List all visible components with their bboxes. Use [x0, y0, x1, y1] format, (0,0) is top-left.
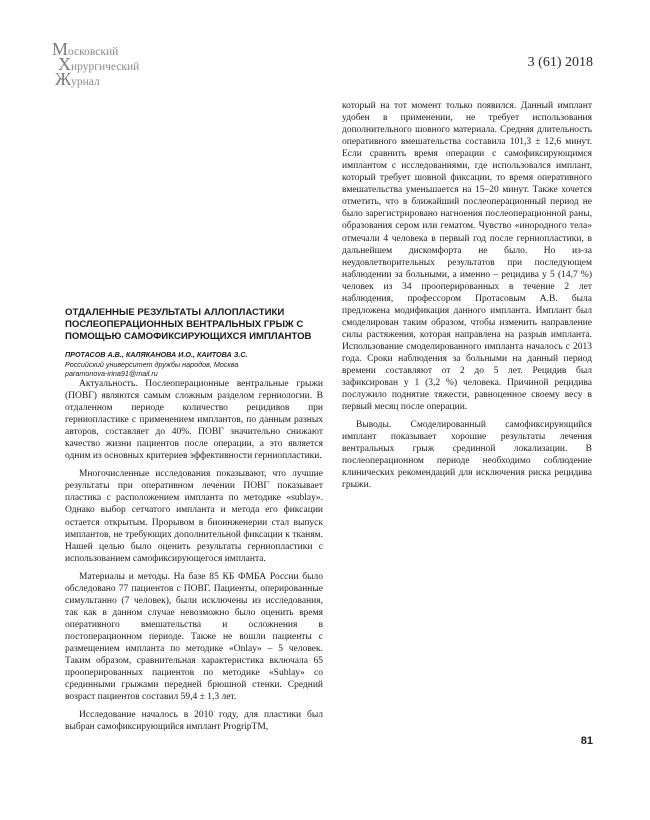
journal-logo-line-2: Хирургический: [58, 54, 140, 74]
paragraph-results: который на тот момент только появился. Данный имплант удобен в применении, не требует использования дополнительного шовного материала. Средняя длительность оперативного вмешательства составила 101,3 ± 12,6 минут. Если сравнить время операции с самофиксирующимся имплантом с исследованиями, где использовался имплант, который требует шовной фиксации, то время оперативного вмешательства уменьшается на 15–20 минут. Также хочется отметить, что в ближайший послеоперационный период не было зарегистрировано нагноения послеоперационной раны, образования сером или гематом. Чувство «инородного тела» отмечали 4 человека в первый год после герниопластики, в дальнейшем дискомфорта не было. Но из-за неудовлетворительных результатов при последующем наблюдении за больными, а именно – рецидива у 5 (14,7 %) человек из 34 прооперированных в течение 2 лет наблюдения, профессором Протасовым А.В. была предложена модификация данного импланта. Имплант был смоделирован таким образом, чтобы изменить направление силы растяжения, которая направлена на разрыв импланта. Использование смоделированного импланта началось с 2013 года. Сроки наблюдения за больными на данный период времени составляют от 2 до 5 лет. Рецидив был зафиксирован у 1 (3,2 %) человека. Причиной рецидива послужило поднятие тяжести, равноценное своему весу в первый месяц после операции.: [342, 101, 592, 413]
article-header: [65, 307, 323, 379]
right-column: [342, 100, 592, 492]
journal-logo-line-1: Московский: [52, 39, 119, 59]
issue-number: 3 (61) 2018: [527, 55, 593, 70]
journal-logo-line-3: Журнал: [55, 69, 100, 89]
paragraph-conclusions: Выводы. Смоделированный самофиксирующийся имплант показывает хорошие результаты лечения вентральных грыж срединной локализации. В послеоперационном периоде необходимо соблюдение клинических рекомендаций для исключения риска рецидива грыжи.: [342, 420, 592, 491]
article-authors: ПРОТАСОВ А.В., КАЛЯКАНОВА И.О., КАИТОВА З.С.: [65, 350, 248, 360]
left-column: [65, 378, 323, 733]
paragraph-methods: Материалы и методы. На базе 85 КБ ФМБА России было обследовано 77 пациентов с ПОВГ. Пациенты, оперированные симультанно (7 человек), были исключены из исследования, так как в данном случае невозможно было оценить время оперативного вмешательства и осложнения в постоперационном периоде. Также не вошли пациенты с размещением импланта по методике «Onlay» – 5 человек. Таким образом, сравнительная характеристика включала 65 прооперированных пациентов по методике «Sublay» со срединными грыжами передней брюшной стенки. Средний возраст пациентов составил 59,4 ± 1,3 лет.: [65, 571, 323, 703]
paragraph-relevance: Актуальность. Послеоперационные вентральные грыжи (ПОВГ) являются самым сложным разделом герниологии. В отдаленном периоде количество рецидивов при герниопластике с применением имплантов, по данным разных авторов, составляет до 40%. ПОВГ значительно снижают качество жизни пациентов после операции, а это является одним из основных критериев эффективности герниопластики.: [65, 379, 323, 462]
article-title: ОТДАЛЕННЫЕ РЕЗУЛЬТАТЫ АЛЛОПЛАСТИКИ ПОСЛЕОПЕРАЦИОННЫХ ВЕНТРАЛЬНЫХ ГРЫЖ С ПОМОЩЬЮ САМОФИКСИРУЮЩИХСЯ ИМПЛАНТОВ: [65, 307, 312, 342]
paragraph-study-start: Исследование началось в 2010 году, для пластики был выбран самофиксирующийся имплант ProgripTM,: [65, 710, 323, 733]
journal-logo: [52, 39, 172, 92]
page-number: 81: [580, 735, 593, 747]
article-email: paramonova-irina91@mail.ru: [65, 369, 158, 379]
article-affiliation: Российский университет дружбы народов, Москва: [65, 359, 239, 369]
paragraph-studies: Многочисленные исследования показывают, что лучшие результаты при оперативном лечении ПОВГ показывает пластика с расположением импланта по методике «sublay». Однако выбор сетчатого импланта и метода его фиксации остается открытым. Прорывом в биоинженерии стал выпуск имплантов, не требующих дополнительной фиксации к тканям. Нашей целью было оценить результаты герниопластики с использованием самофиксирующегося импланта.: [65, 469, 323, 564]
